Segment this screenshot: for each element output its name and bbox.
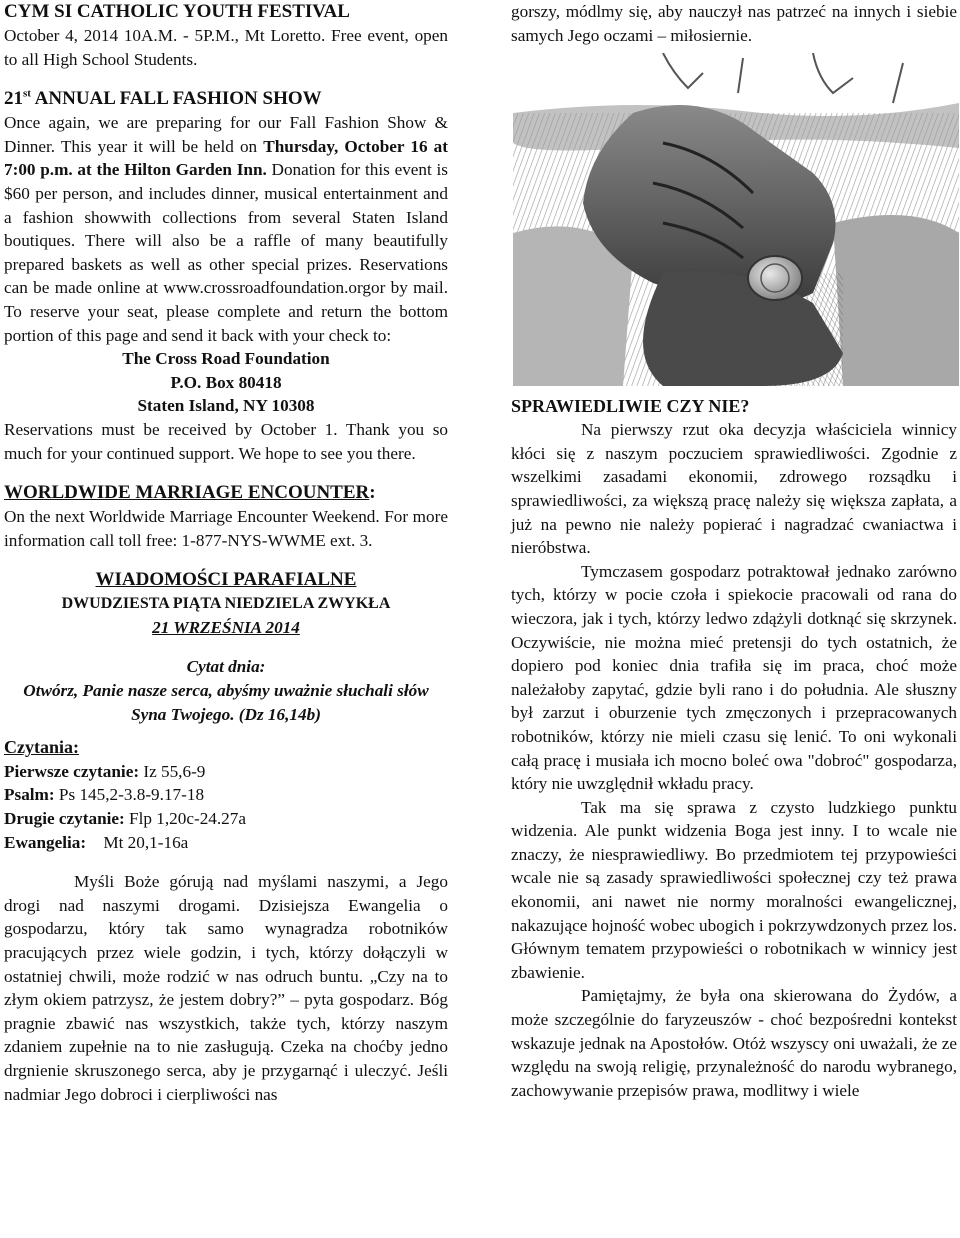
reading-label: Psalm: [4,785,55,805]
reading-ref: Ps 145,2-3.8-9.17-18 [54,785,205,805]
marriage-title-colon: : [369,482,376,504]
paragraph-3: Tak ma się sprawa z czysto ludzkiego punktu widzenia. Ale punkt widzenia Boga jest inny. I to wcale nie znaczy, że niesprawiedliwy. Bo przedmiotem tej przypowieści wcale nie są zasady sprawiedliwości społecznej czy też prawa ekonomii, ani nawet nie normy moralności ewangelicznej, nakazujące hojność wobec ubogich i pokrzywdzonych przez los. Głównym tematem przypowieści o robotnikach w winnicy jest zbawienie. [511,797,957,982]
reading-ref: Flp 1,20c-24.27a [124,809,247,829]
left-column [4,0,448,1106]
fashion-intro: Once again, we are preparing for our Fall Fashion Show & Dinner. This year it will be held on [4,113,448,156]
paragraph-2: Tymczasem gospodarz potraktował jednako zarówno tych, którzy w pocie czoła i spiekocie pracowali od rana do wieczora, jak i tych, którzy ledwo zdążyli dotknąć się skrzynek. Oczywiście, nie można mieć pretensji do tych ostatnich, że dopiero pod koniec dnia trafiła się im praca, choć może należałoby zapytać, gdzie byli rano i do południa. Ale słuszny był zarzut i oburzenie tych zmęczonych i przepracowanych robotników, którzy nie mieli czasu się lenić. To oni wykonali całą pracę i musiała ich mocno boleć owa "dobroć" gospodarza, który nie uwzględnił wkładu pracy. [511,561,957,794]
paragraph-4: Pamiętajmy, że była ona skierowana do Żydów, a może szczególnie do faryzeuszów - choć bezpośredni kontekst wskazuje jednak na Apostołów. Otóż wszyscy oni uważali, że ze względu na swoją religię, przynależność do narodu wybranego, zachowywanie przepisów prawa, modlitwy i wiele [511,986,957,1100]
reading-label: Pierwsze czytanie: [4,761,140,781]
reflection-text: Myśli Boże górują nad myślami naszymi, a Jego drogi nad naszymi drogami. Dzisiejsza Ewangelia o gospodarzu, który tak samo wynagradza robotników pracujących przez wiele godzin, i tych, którzy dołączyli w ostatniej chwili, może rodzić w nas odruch buntu. „Czy na to złym okiem patrzysz, że jestem dobry?” – pyta gospodarz. Bóg pragnie zbawić nas wszystkich, także tych, którzy naszym zdaniem zupełnie na to nie zasługują. Czeka na choćby jedno drgnienie skruszonego serca, aby je przygarnąć i uleczyć. Jeśli nadmiar Jego dobroci i cierpliwości nas [4,872,448,1104]
continued-text: gorszy, módlmy się, aby nauczył nas patrzeć na innych i siebie samych Jego oczami – miłosiernie. [511,2,957,45]
fashion-title-sup: st [23,87,31,100]
reading-item [4,760,448,784]
fashion-closing: Reservations must be received by October 1. Thank you so much for your continued support. We hope to see you there. [4,419,448,463]
quote-label: Cytat dnia: [186,657,266,677]
reading-label: Ewangelia: [4,832,87,852]
sunday-title: DWUDZIESTA PIĄTA NIEDZIELA ZWYKŁA [61,595,391,613]
right-column [511,0,957,1102]
marriage-body: On the next Worldwide Marriage Encounter Weekend. For more information call toll free: 1-877-NYS-WWME ext. 3. [4,507,448,550]
marriage-title [4,481,448,505]
fashion-body [4,111,448,347]
cym-title: CYM SI CATHOLIC YOUTH FESTIVAL [4,1,350,22]
reading-item [4,807,448,831]
marriage-title-text: WORLDWIDE MARRIAGE ENCOUNTER [4,482,370,504]
parish-title: WIADOMOŚCI PARAFIALNE [95,569,357,591]
reading-label: Drugie czytanie: [4,809,125,829]
address-line-3: Staten Island, NY 10308 [137,396,315,416]
fashion-details: Donation for this event is $60 per person, and includes dinner, musical entertainment and a fashion showwith collections from several Staten Island boutiques. There will also be a raffle of many beautifully prepared baskets as well as other special prizes. Reservations can be made online at www.crossroadfoundation.orgor by mail. To reserve your seat, please complete and return the bottom portion of this page and send it back with your check to: [4,160,448,345]
reading-ref: Iz 55,6-9 [139,761,206,781]
hands-coin-illustration [513,53,959,386]
quote-text: Otwórz, Panie nasze serca, abyśmy uważnie słuchali słów Syna Twojego. (Dz 16,14b) [23,681,429,724]
readings-list [4,760,448,854]
fashion-title-rest: ANNUAL FALL FASHION SHOW [30,88,322,110]
sunday-date: 21 WRZEŚNIA 2014 [152,617,300,637]
cym-body: October 4, 2014 10A.M. - 5P.M., Mt Loretto. Free event, open to all High School Students. [4,26,448,69]
fashion-when: Thursday, October 16 at 7:00 p.m. at the Hilton Garden Inn. [4,136,448,180]
fashion-title [4,87,448,111]
reading-item [4,831,448,855]
address-line-2: P.O. Box 80418 [170,372,282,392]
paragraph-1: Na pierwszy rzut oka decyzja właściciela winnicy kłóci się z naszym poczuciem sprawiedliwości. Zgodnie z wszelkimi zasadami ekonomii, zdrowego rozsądku i sprawiedliwości, za większą pracę należy się większa zapłata, a już na pewno nie należy popierać i nagradzać cwaniactwa i nieróbstwa. [511,420,957,558]
section-title: SPRAWIEDLIWIE CZY NIE? [511,396,750,417]
hands-coin-image [513,53,959,386]
reading-ref: Mt 20,1-16a [86,832,189,852]
fashion-title-num: 21 [4,88,23,110]
readings-label: Czytania: [4,737,79,758]
reading-item [4,783,448,807]
address-line-1: The Cross Road Foundation [122,349,330,369]
